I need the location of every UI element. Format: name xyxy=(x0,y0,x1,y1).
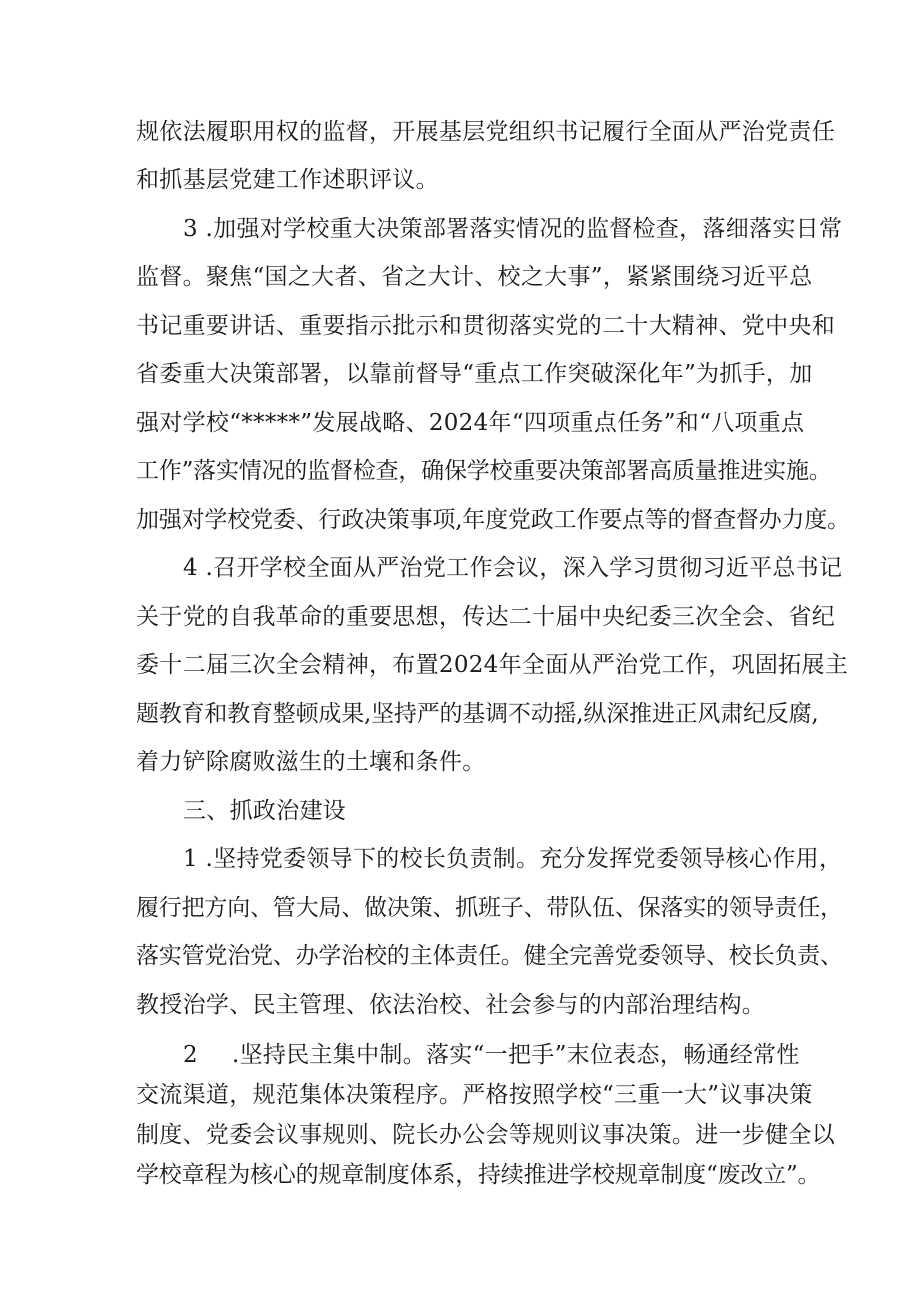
text-line: 落实管党治党、办学治校的主体责任。健全完善党委领导、校长负责、 xyxy=(136,943,843,969)
paragraph-4-start: 4 .召开学校全面从严治党工作会议，深入学习贯彻习近平总书记 xyxy=(183,555,843,581)
text-line: 委十二届三次全会精神，布置2024年全面从严治党工作，巩固拓展主 xyxy=(136,652,849,678)
text-line: 制度、党委会议事规则、院长办公会等规则议事决策。进一步健全以 xyxy=(136,1122,835,1148)
text-line: 履行把方向、管大局、做决策、抓班子、带队伍、保落实的领导责任， xyxy=(136,895,843,921)
text-line: 着力铲除腐败滋生的土壤和条件。 xyxy=(136,749,486,775)
text-line: 书记重要讲话、重要指示批示和贯彻落实党的二十大精神、党中央和 xyxy=(136,313,835,339)
text-line: 强对学校“*****”发展战略、2024年“四项重点任务”和“八项重点 xyxy=(136,410,805,436)
paragraph-1-start: 1 .坚持党委领导下的校长负责制。充分发挥党委领导核心作用， xyxy=(183,846,843,872)
text-line: 监督。聚焦“国之大者、省之大计、校之大事”，紧紧围绕习近平总 xyxy=(136,264,813,290)
text-line: 加强对学校党委、行政决策事项,年度党政工作要点等的督查督办力度。 xyxy=(136,507,850,533)
text-line: 交流渠道，规范集体决策程序。严格按照学校“三重一大”议事决策 xyxy=(136,1082,813,1108)
text-line: 学校章程为核心的规章制度体系，持续推进学校规章制度“废改立”。 xyxy=(136,1162,821,1188)
section-heading: 三、抓政治建设 xyxy=(183,798,347,824)
text-line: 工作”落实情况的监督检查，确保学校重要决策部署高质量推进实施。 xyxy=(136,458,832,484)
text-line: 题教育和教育整顿成果,坚持严的基调不动摇,纵深推进正风肃纪反腐, xyxy=(136,701,819,727)
text-line: 教授治学、民主管理、依法治校、社会参与的内部治理结构。 xyxy=(136,992,766,1018)
text-line: 和抓基层党建工作述职评议。 xyxy=(136,167,439,193)
text-line: 关于党的自我革命的重要思想，传达二十届中央纪委三次全会、省纪 xyxy=(136,604,835,630)
paragraph-2-number: 2 xyxy=(183,1042,198,1068)
paragraph-3-start: 3 .加强对学校重大决策部署落实情况的监督检查，落细落实日常 xyxy=(183,216,843,242)
paragraph-2-start: .坚持民主集中制。落实“一把手”末位表态，畅通经常性 xyxy=(232,1042,800,1068)
text-line: 省委重大决策部署，以靠前督导“重点工作突破深化年”为抓手，加 xyxy=(136,361,813,387)
text-line: 规依法履职用权的监督，开展基层党组织书记履行全面从严治党责任 xyxy=(136,119,835,145)
